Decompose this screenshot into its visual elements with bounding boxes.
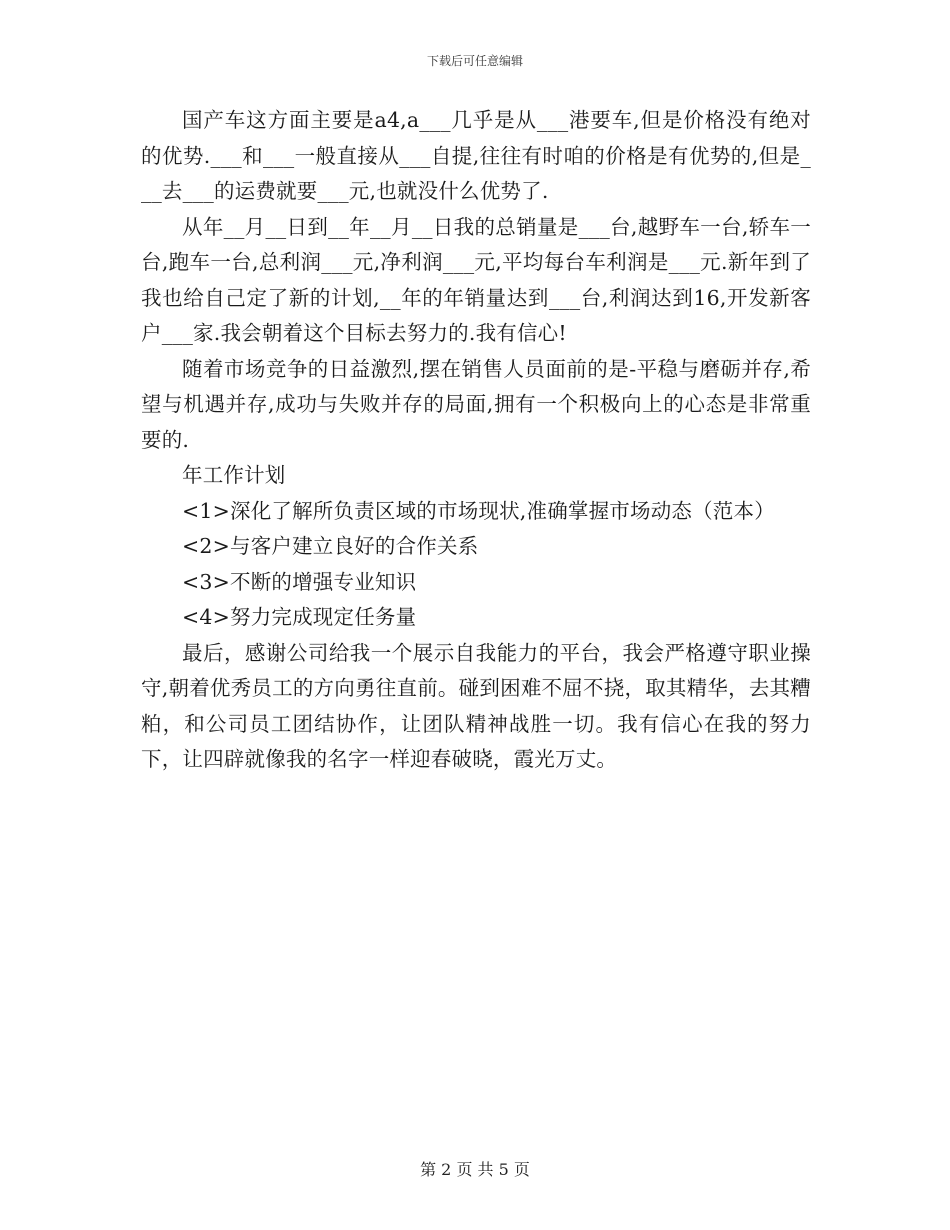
paragraph-2: 从年__月__日到__年__月__日我的总销量是___台,越野车一台,轿车一台,跑车一台,总利润___元,净利润___元,平均每台车利润是___元.新年到了我也给自己定了新的计划,__年的年销量达到___台,利润达到16,开发新客户___家.我会朝着这个目标去努力的.我有信心! (141, 214, 811, 345)
paragraph-3: 随着市场竞争的日益激烈,摆在销售人员面前的是-平稳与磨砺并存,希望与机遇并存,成功与失败并存的局面,拥有一个积极向上的心态是非常重要的. (141, 356, 811, 452)
plan-item-1: <1>深化了解所负责区域的市场现状,准确掌握市场动态（范本） (182, 498, 775, 523)
plan-title: 年工作计划 (182, 463, 286, 487)
page-header: 下载后可任意编辑 (426, 54, 523, 68)
plan-item-4: <4>努力完成现定任务量 (182, 605, 417, 629)
paragraph-4: 最后，感谢公司给我一个展示自我能力的平台，我会严格遵守职业操守,朝着优秀员工的方向勇往直前。碰到困难不屈不挠，取其精华，去其糟粕，和公司员工团结协作，让团队精神战胜一切。我有信心在我的努力下，让四辟就像我的名字一样迎春破晓，霞光万丈。 (141, 640, 811, 771)
document-body (141, 103, 811, 778)
plan-item-2: <2>与客户建立良好的合作关系 (182, 534, 479, 558)
page-number: 第 2 页 共 5 页 (420, 1160, 530, 1179)
plan-item-3: <3>不断的增强专业知识 (182, 569, 417, 594)
paragraph-1: 国产车这方面主要是a4,a___几乎是从___港要车,但是价格没有绝对的优势.___和___一般直接从___自提,往往有时咱的价格是有优势的,但是___去___的运费就要___元,也就没什么优势了. (141, 108, 811, 203)
